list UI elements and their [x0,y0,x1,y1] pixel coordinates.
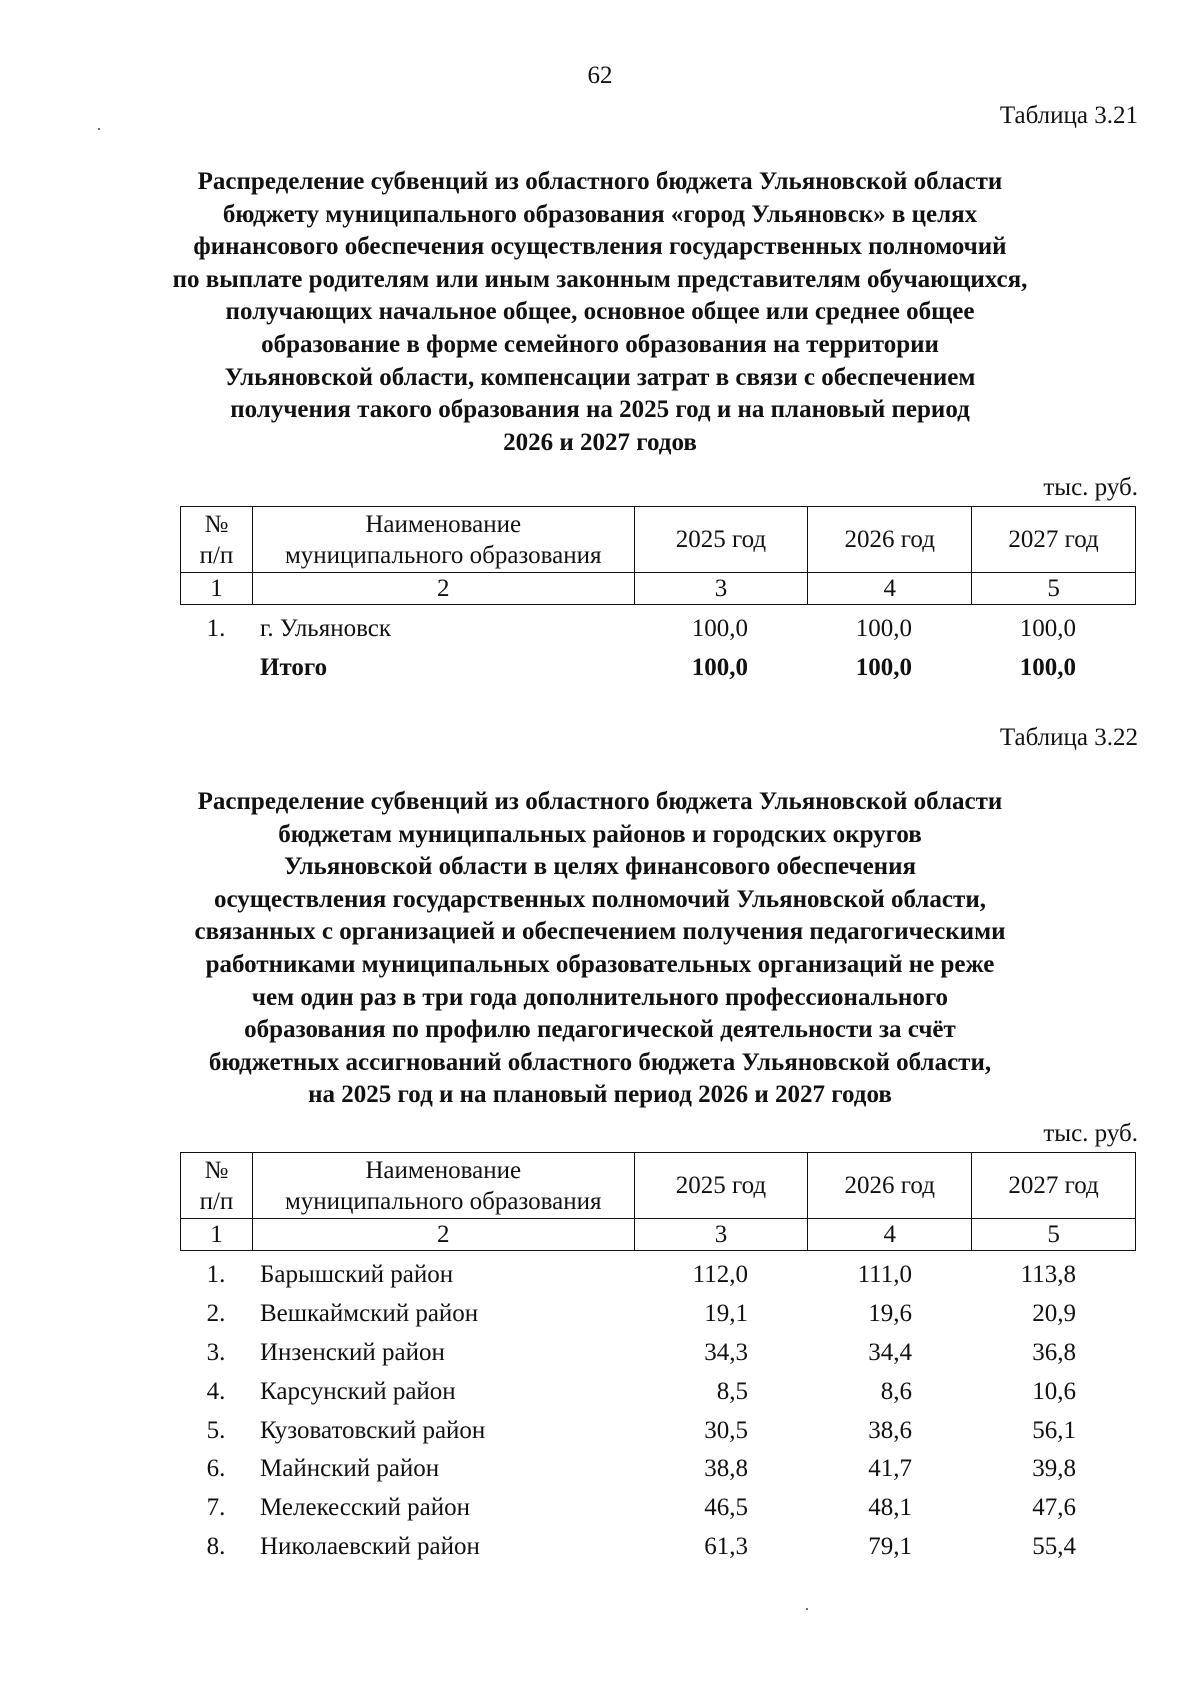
table-header-grid [180,1152,1136,1251]
row-name: Кузоватовский район [260,1416,486,1444]
row-number: 5. [206,1416,226,1444]
column-number: 1 [181,1219,253,1251]
column-number: 1 [181,573,253,605]
row-value-2026: 111,0 [857,1261,912,1289]
row-name: Карсунский район [260,1377,456,1405]
header-name-line1: Наименование [365,1156,522,1184]
table-row [180,1411,1136,1450]
row-value-2026: 19,6 [868,1300,912,1328]
title-line: по выплате родителям или иным законным представителям обучающихся, [172,265,1028,293]
row-number: 7. [206,1494,226,1522]
header-2026: 2026 год [808,507,972,573]
header-no-line1: № [204,1156,229,1184]
title-line: Ульяновской области в целях финансового обеспечения [283,853,917,881]
title-line: осуществления государственных полномочий Ульяновской области, [214,885,986,913]
row-name: Николаевский район [260,1532,480,1560]
row-value-2025: 61,3 [704,1532,748,1560]
header-row [181,1153,1136,1219]
row-value-2026: 41,7 [868,1455,912,1483]
column-number: 2 [252,1219,634,1251]
row-value-2025: 100,0 [691,615,748,643]
row-number: 4. [206,1377,226,1405]
table-row [180,1450,1136,1489]
row-number: 8. [206,1532,226,1560]
title-line: 2026 и 2027 годов [503,428,697,456]
title-line: образование в форме семейного образования на территории [261,330,939,358]
header-name-line1: Наименование [365,510,522,538]
table-row [180,1256,1136,1295]
row-name: Мелекесский район [260,1494,471,1522]
table-body [180,610,1136,688]
column-number: 3 [634,1219,808,1251]
scan-speck [806,1608,808,1610]
title-line: чем один раз в три года дополнительного профессионального [251,983,949,1011]
table-body [180,1256,1136,1566]
total-value-2026: 100,0 [855,654,912,682]
table-row [180,1372,1136,1411]
row-name: Вешкаймский район [260,1300,479,1328]
unit-label: тыс. руб. [1043,474,1138,501]
table-label: Таблица 3.22 [999,724,1138,751]
row-value-2027: 10,6 [1032,1377,1076,1405]
column-number: 3 [634,573,808,605]
column-number: 5 [972,573,1136,605]
row-value-2025: 8,5 [716,1377,748,1405]
table-row [180,610,1136,649]
column-number-row [181,1219,1136,1251]
table-label: Таблица 3.21 [999,102,1138,129]
row-value-2026: 48,1 [868,1494,912,1522]
row-value-2025: 19,1 [704,1300,748,1328]
row-value-2025: 30,5 [704,1416,748,1444]
header-name [252,507,634,573]
title-line: Распределение субвенций из областного бюджета Ульяновской области [197,788,1003,815]
title-line: получения такого образования на 2025 год и на плановый период [230,396,970,424]
row-value-2027: 55,4 [1032,1532,1076,1560]
header-2025: 2025 год [634,1153,808,1219]
header-name [252,1153,634,1219]
header-2025: 2025 год [634,507,808,573]
table-row [180,1528,1136,1567]
table-header-grid [180,506,1136,605]
header-no [181,507,253,573]
row-number: 2. [206,1300,226,1328]
row-name: г. Ульяновск [260,615,391,643]
title-line: бюджетам муниципальных районов и городских округов [278,820,922,848]
row-value-2026: 100,0 [855,615,912,643]
header-no-line2: п/п [199,541,234,569]
total-value-2025: 100,0 [691,654,748,682]
title-line: на 2025 год и на плановый период 2026 и 2027 годов [308,1081,892,1109]
row-number: 1. [206,615,226,643]
scan-speck [98,128,100,130]
row-value-2027: 100,0 [1019,615,1076,643]
row-number: 3. [206,1338,226,1366]
row-value-2027: 56,1 [1032,1416,1076,1444]
header-name-line2: муниципального образования [284,1187,602,1215]
row-value-2026: 34,4 [868,1338,912,1366]
table-row [180,1489,1136,1528]
row-name: Майнский район [260,1455,440,1483]
row-value-2025: 46,5 [704,1494,748,1522]
column-number: 4 [808,573,972,605]
row-number: 6. [206,1455,226,1483]
row-value-2027: 39,8 [1032,1455,1076,1483]
header-2027: 2027 год [972,1153,1136,1219]
total-value-2027: 100,0 [1019,654,1076,682]
total-row [180,649,1136,688]
header-name-line2: муниципального образования [284,541,602,569]
title-line: Распределение субвенций из областного бюджета Ульяновской области [197,168,1003,195]
title-line: образования по профилю педагогической деятельности за счёт [244,1016,956,1044]
total-label: Итого [260,654,328,682]
row-name: Барышский район [260,1261,454,1289]
page-number: 62 [587,62,613,89]
row-value-2025: 34,3 [704,1338,748,1366]
row-value-2026: 38,6 [868,1416,912,1444]
column-number: 5 [972,1219,1136,1251]
header-no-line1: № [204,510,229,538]
header-2026: 2026 год [808,1153,972,1219]
table-title [120,166,1080,459]
title-line: работниками муниципальных образовательных организаций не реже [205,950,995,978]
row-value-2027: 36,8 [1032,1338,1076,1366]
title-line: бюджетных ассигнований областного бюджета Ульяновской области, [208,1048,992,1076]
table-row [180,1334,1136,1373]
header-no-line2: п/п [199,1187,234,1215]
row-value-2026: 79,1 [868,1532,912,1560]
row-value-2027: 47,6 [1032,1494,1076,1522]
header-no [181,1153,253,1219]
title-line: бюджету муниципального образования «город Ульяновск» в целях [222,200,978,228]
row-value-2025: 38,8 [704,1455,748,1483]
column-number-row [181,573,1136,605]
row-value-2025: 112,0 [692,1261,748,1289]
row-value-2027: 113,8 [1020,1261,1076,1289]
title-line: финансового обеспечения осуществления государственных полномочий [193,233,1007,261]
total-number [180,649,252,688]
table-row [180,1295,1136,1334]
row-value-2026: 8,6 [880,1377,912,1405]
row-value-2027: 20,9 [1032,1300,1076,1328]
title-line: связанных с организацией и обеспечением получения педагогическими [194,918,1006,946]
row-name: Инзенский район [260,1338,445,1366]
unit-label: тыс. руб. [1043,1120,1138,1147]
header-2027: 2027 год [972,507,1136,573]
title-line: получающих начальное общее, основное общее или среднее общее [225,298,975,326]
row-number: 1. [206,1261,226,1289]
header-row [181,507,1136,573]
table-title [120,786,1080,1112]
title-line: Ульяновской области, компенсации затрат в связи с обеспечением [224,363,976,391]
column-number: 2 [252,573,634,605]
column-number: 4 [808,1219,972,1251]
